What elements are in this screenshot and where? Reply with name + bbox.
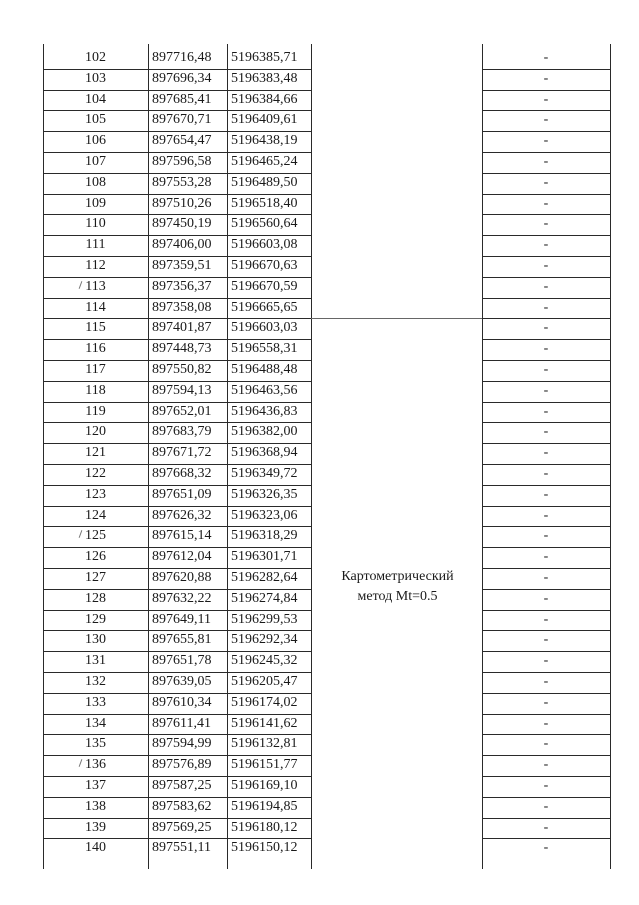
accuracy-dash-cell: - <box>543 445 549 461</box>
accuracy-dash-cell: - <box>543 466 549 481</box>
x-coordinate-cell: 897612,04 <box>152 549 212 565</box>
point-number-cell: 123 <box>85 486 106 502</box>
y-coordinate-cell: 5196409,61 <box>231 112 298 128</box>
y-coordinate-cell: 5196150,12 <box>231 840 298 856</box>
accuracy-dash-cell: - <box>543 736 549 752</box>
y-coordinate-cell: 5196174,02 <box>231 694 298 710</box>
table-vertical-rule <box>610 44 611 869</box>
accuracy-dash-cell: - <box>543 611 549 627</box>
y-coordinate-cell: 5196603,03 <box>231 320 298 336</box>
y-coordinate-cell: 5196488,48 <box>231 362 298 377</box>
y-coordinate-cell: 5196665,65 <box>231 299 298 315</box>
accuracy-dash-cell: - <box>543 674 549 689</box>
accuracy-dash-cell: - <box>543 549 549 565</box>
x-coordinate-cell: 897401,87 <box>152 320 212 336</box>
point-number-cell: 140 <box>85 840 106 856</box>
point-number-cell: 113 <box>85 278 106 294</box>
accuracy-dash-cell: - <box>543 382 549 398</box>
x-coordinate-cell: 897615,14 <box>152 528 212 544</box>
accuracy-dash-cell: - <box>543 50 549 65</box>
accuracy-dash-cell: - <box>543 320 549 336</box>
y-coordinate-cell: 5196384,66 <box>231 91 298 107</box>
accuracy-dash-cell: - <box>543 112 549 128</box>
point-number-cell: 137 <box>85 778 106 793</box>
y-coordinate-cell: 5196245,32 <box>231 653 298 669</box>
y-coordinate-cell: 5196382,00 <box>231 424 298 440</box>
point-number-cell: 105 <box>85 112 106 128</box>
point-number-cell: 118 <box>85 382 106 398</box>
accuracy-dash-cell: - <box>543 570 549 585</box>
point-number-cell: 135 <box>85 736 106 752</box>
point-number-cell: 138 <box>85 798 106 814</box>
y-coordinate-cell: 5196323,06 <box>231 507 298 523</box>
accuracy-dash-cell: - <box>543 216 549 232</box>
point-number-cell: 122 <box>85 466 106 481</box>
x-coordinate-cell: 897696,34 <box>152 70 212 86</box>
y-coordinate-cell: 5196670,59 <box>231 278 298 294</box>
x-coordinate-cell: 897448,73 <box>152 341 212 357</box>
y-coordinate-cell: 5196489,50 <box>231 174 298 190</box>
y-coordinate-cell: 5196603,08 <box>231 237 298 253</box>
method-cell <box>313 567 482 607</box>
point-number-cell: 121 <box>85 445 106 461</box>
y-coordinate-cell: 5196558,31 <box>231 341 298 357</box>
x-coordinate-cell: 897649,11 <box>152 611 211 627</box>
point-number-cell: 127 <box>85 570 106 585</box>
point-number-cell: 132 <box>85 674 106 689</box>
x-coordinate-cell: 897610,34 <box>152 694 212 710</box>
y-coordinate-cell: 5196299,53 <box>231 611 298 627</box>
x-coordinate-cell: 897406,00 <box>152 237 212 253</box>
point-number-cell: 117 <box>85 362 106 377</box>
method-line-2: метод Mt=0.5 <box>357 589 438 604</box>
x-coordinate-cell: 897359,51 <box>152 258 212 273</box>
y-coordinate-cell: 5196274,84 <box>231 590 298 606</box>
accuracy-dash-cell: - <box>543 694 549 710</box>
y-coordinate-cell: 5196318,29 <box>231 528 298 544</box>
y-coordinate-cell: 5196132,81 <box>231 736 298 752</box>
point-number-cell: 119 <box>85 403 106 419</box>
x-coordinate-cell: 897668,32 <box>152 466 212 481</box>
point-number-cell: 103 <box>85 70 106 86</box>
y-coordinate-cell: 5196438,19 <box>231 133 298 149</box>
point-number-cell: 130 <box>85 632 106 648</box>
y-coordinate-cell: 5196301,71 <box>231 549 298 565</box>
x-coordinate-cell: 897611,41 <box>152 715 211 731</box>
point-number-cell: 131 <box>85 653 106 669</box>
point-number-cell: 110 <box>85 216 106 232</box>
x-coordinate-cell: 897655,81 <box>152 632 212 648</box>
x-coordinate-cell: 897671,72 <box>152 445 212 461</box>
y-coordinate-cell: 5196349,72 <box>231 466 298 481</box>
accuracy-dash-cell: - <box>543 715 549 731</box>
point-number-cell: 109 <box>85 195 106 211</box>
y-coordinate-cell: 5196465,24 <box>231 154 298 169</box>
x-coordinate-cell: 897576,89 <box>152 757 212 773</box>
y-coordinate-cell: 5196141,62 <box>231 715 298 731</box>
table-vertical-rule <box>148 44 149 869</box>
method-column-divider <box>311 318 482 319</box>
accuracy-dash-cell: - <box>543 195 549 211</box>
method-line-1: Картометрический <box>341 569 454 584</box>
accuracy-dash-cell: - <box>543 757 549 773</box>
y-coordinate-cell: 5196282,64 <box>231 570 298 585</box>
accuracy-dash-cell: - <box>543 507 549 523</box>
accuracy-dash-cell: - <box>543 486 549 502</box>
accuracy-dash-cell: - <box>543 632 549 648</box>
y-coordinate-cell: 5196194,85 <box>231 798 298 814</box>
y-coordinate-cell: 5196518,40 <box>231 195 298 211</box>
y-coordinate-cell: 5196326,35 <box>231 486 298 502</box>
x-coordinate-cell: 897594,13 <box>152 382 212 398</box>
point-number-cell: 106 <box>85 133 106 149</box>
accuracy-dash-cell: - <box>543 653 549 669</box>
accuracy-dash-cell: - <box>543 840 549 856</box>
x-coordinate-cell: 897551,11 <box>152 840 211 856</box>
point-number-cell: 115 <box>85 320 106 336</box>
accuracy-dash-cell: - <box>543 154 549 169</box>
accuracy-dash-cell: - <box>543 403 549 419</box>
y-coordinate-cell: 5196383,48 <box>231 70 298 86</box>
x-coordinate-cell: 897510,26 <box>152 195 212 211</box>
y-coordinate-cell: 5196560,64 <box>231 216 298 232</box>
y-coordinate-cell: 5196205,47 <box>231 674 298 689</box>
accuracy-dash-cell: - <box>543 778 549 793</box>
x-coordinate-cell: 897683,79 <box>152 424 212 440</box>
x-coordinate-cell: 897639,05 <box>152 674 212 689</box>
accuracy-dash-cell: - <box>543 278 549 294</box>
point-number-cell: 129 <box>85 611 106 627</box>
x-coordinate-cell: 897358,08 <box>152 299 212 315</box>
x-coordinate-cell: 897450,19 <box>152 216 212 232</box>
x-coordinate-cell: 897670,71 <box>152 112 212 128</box>
point-number-cell: 128 <box>85 590 106 606</box>
point-number-cell: 112 <box>85 258 106 273</box>
point-number-cell: 125 <box>85 528 106 544</box>
x-coordinate-cell: 897651,78 <box>152 653 212 669</box>
y-coordinate-cell: 5196436,83 <box>231 403 298 419</box>
x-coordinate-cell: 897594,99 <box>152 736 212 752</box>
point-number-cell: 136 <box>85 757 106 773</box>
y-coordinate-cell: 5196368,94 <box>231 445 298 461</box>
y-coordinate-cell: 5196385,71 <box>231 50 298 65</box>
accuracy-dash-cell: - <box>543 258 549 273</box>
accuracy-dash-cell: - <box>543 798 549 814</box>
accuracy-dash-cell: - <box>543 528 549 544</box>
x-coordinate-cell: 897652,01 <box>152 403 212 419</box>
accuracy-dash-cell: - <box>543 362 549 377</box>
y-coordinate-cell: 5196169,10 <box>231 778 298 793</box>
accuracy-dash-cell: - <box>543 424 549 440</box>
y-coordinate-cell: 5196180,12 <box>231 819 298 835</box>
point-number-cell: 120 <box>85 424 106 440</box>
x-coordinate-cell: 897587,25 <box>152 778 212 793</box>
accuracy-dash-cell: - <box>543 590 549 606</box>
point-number-cell: 102 <box>85 50 106 65</box>
y-coordinate-cell: 5196292,34 <box>231 632 298 648</box>
point-number-cell: 124 <box>85 507 106 523</box>
x-coordinate-cell: 897651,09 <box>152 486 212 502</box>
point-number-cell: 126 <box>85 549 106 565</box>
accuracy-dash-cell: - <box>543 299 549 315</box>
point-number-cell: 111 <box>85 237 106 253</box>
accuracy-dash-cell: - <box>543 341 549 357</box>
x-coordinate-cell: 897553,28 <box>152 174 212 190</box>
x-coordinate-cell: 897550,82 <box>152 362 212 377</box>
point-number-cell: 133 <box>85 694 106 710</box>
accuracy-dash-cell: - <box>543 91 549 107</box>
x-coordinate-cell: 897356,37 <box>152 278 212 294</box>
x-coordinate-cell: 897596,58 <box>152 154 212 169</box>
x-coordinate-cell: 897626,32 <box>152 507 212 523</box>
y-coordinate-cell: 5196670,63 <box>231 258 298 273</box>
y-coordinate-cell: 5196151,77 <box>231 757 298 773</box>
point-number-cell: 114 <box>85 299 106 315</box>
x-coordinate-cell: 897654,47 <box>152 133 212 149</box>
y-coordinate-cell: 5196463,56 <box>231 382 298 398</box>
x-coordinate-cell: 897716,48 <box>152 50 212 65</box>
x-coordinate-cell: 897620,88 <box>152 570 212 585</box>
x-coordinate-cell: 897583,62 <box>152 798 212 814</box>
accuracy-dash-cell: - <box>543 819 549 835</box>
accuracy-dash-cell: - <box>543 70 549 86</box>
accuracy-dash-cell: - <box>543 174 549 190</box>
point-number-cell: 116 <box>85 341 106 357</box>
accuracy-dash-cell: - <box>543 237 549 253</box>
accuracy-dash-cell: - <box>543 133 549 149</box>
point-number-cell: 139 <box>85 819 106 835</box>
point-number-cell: 108 <box>85 174 106 190</box>
point-number-cell: 107 <box>85 154 106 169</box>
point-number-cell: 134 <box>85 715 106 731</box>
point-number-cell: 104 <box>85 91 106 107</box>
x-coordinate-cell: 897685,41 <box>152 91 212 107</box>
x-coordinate-cell: 897632,22 <box>152 590 212 606</box>
x-coordinate-cell: 897569,25 <box>152 819 212 835</box>
